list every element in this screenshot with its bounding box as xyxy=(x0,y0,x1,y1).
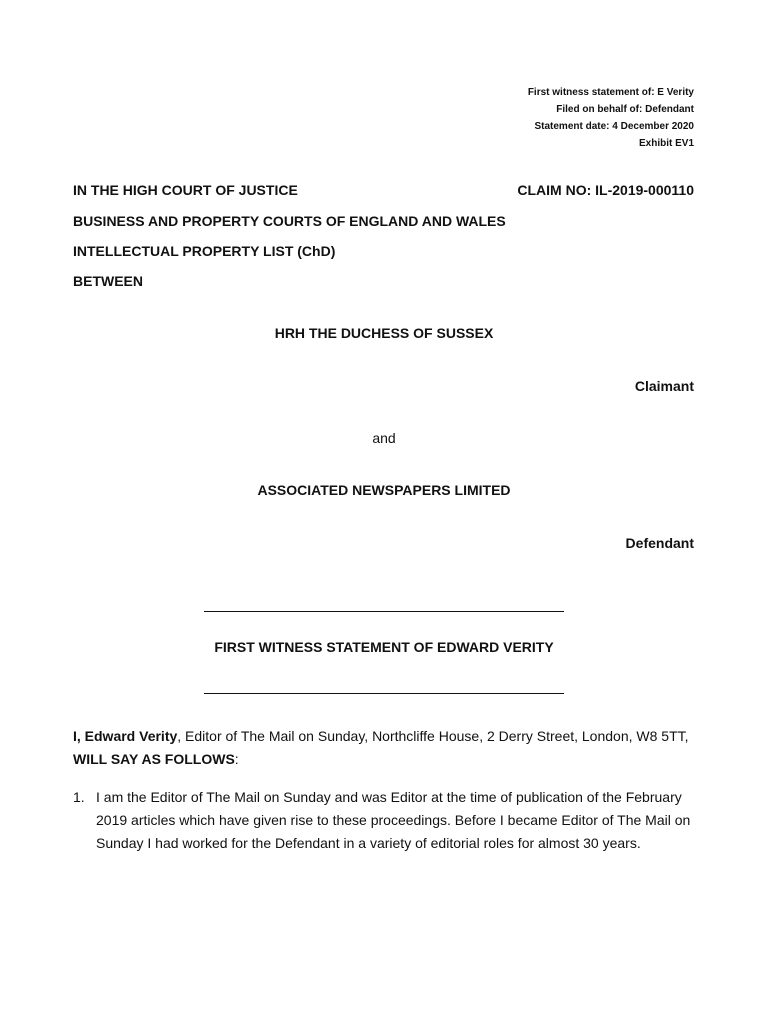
court-division: BUSINESS AND PROPERTY COURTS OF ENGLAND AND WALES xyxy=(73,213,506,229)
intro-paragraph xyxy=(73,725,695,771)
statement-date-line: Statement date: 4 December 2020 xyxy=(534,121,694,132)
defendant-label: Defendant xyxy=(625,535,694,551)
between-label: BETWEEN xyxy=(73,273,143,289)
intro-colon: : xyxy=(234,751,239,767)
claimant-label: Claimant xyxy=(634,378,694,394)
title-rule-top xyxy=(204,611,564,612)
filed-on-behalf-line: Filed on behalf of: Defendant xyxy=(556,104,694,115)
title-rule-bottom xyxy=(204,693,564,694)
numbered-paragraph xyxy=(73,786,695,855)
claim-number: CLAIM NO: IL-2019-000110 xyxy=(517,182,694,198)
court-list: INTELLECTUAL PROPERTY LIST (ChD) xyxy=(73,243,336,259)
witness-name: I, Edward Verity xyxy=(73,728,178,744)
paragraph-number: 1. xyxy=(73,789,85,805)
will-say-phrase: WILL SAY AS FOLLOWS xyxy=(73,751,235,767)
witness-details: , Editor of The Mail on Sunday, Northcliffe House, 2 Derry Street, London, W8 5TT, xyxy=(177,728,689,744)
and-separator: and xyxy=(372,430,396,446)
statement-title: FIRST WITNESS STATEMENT OF EDWARD VERITY xyxy=(214,639,554,655)
claimant-name: HRH THE DUCHESS OF SUSSEX xyxy=(274,325,494,341)
statement-metadata xyxy=(528,84,694,152)
court-name: IN THE HIGH COURT OF JUSTICE xyxy=(73,182,298,198)
defendant-name: ASSOCIATED NEWSPAPERS LIMITED xyxy=(257,482,511,498)
paragraph-text: I am the Editor of The Mail on Sunday and was Editor at the time of publication of the February 2019 articles which have given rise to these proceedings. Before I became Editor of The Mail on Sunday I had worked for the Defendant in a variety of editorial roles for almost 30 years. xyxy=(96,789,691,851)
exhibit-line: Exhibit EV1 xyxy=(638,138,694,149)
witness-line: First witness statement of: E Verity xyxy=(527,87,694,98)
